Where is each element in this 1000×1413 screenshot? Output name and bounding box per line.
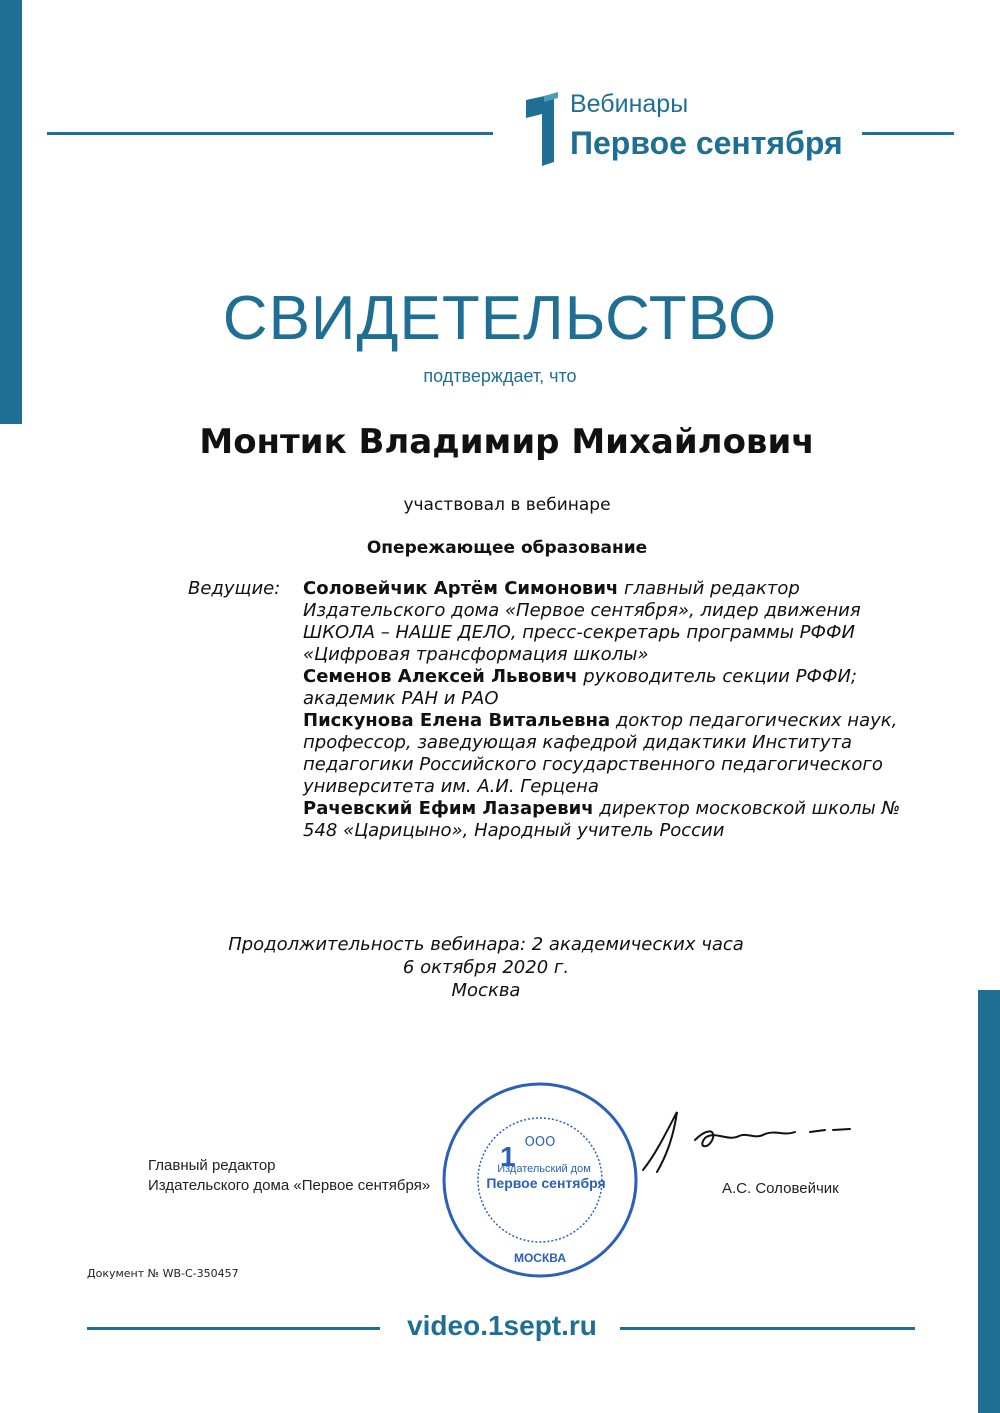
webinars-logo [520,90,850,168]
signatory-title-line-1: Главный редактор [148,1157,276,1174]
duration-text: Продолжительность вебинара: 2 академических часа [228,934,744,955]
stamp-city: МОСКВА [513,1251,567,1265]
publisher-stamp [440,1080,640,1280]
host-item [303,666,903,710]
host-name: Соловейчик Артём Симонович [303,578,619,599]
date-text: 6 октября 2020 г. [402,957,570,978]
site-link[interactable]: video.1sept.ru [407,1310,597,1341]
hosts-label: Ведущие: [188,578,281,599]
stamp-line-2: Первое сентября [486,1175,606,1191]
header-divider-left [47,132,493,135]
host-name: Семенов Алексей Львович [303,666,578,687]
webinar-details [0,933,972,1002]
document-number: Документ № WB-C-350457 [87,1267,239,1280]
signatory-title [148,1156,430,1196]
hosts-list [303,578,903,842]
stamp-line-1: Издательский дом [497,1163,591,1175]
recipient-name: Монтик Владимир Михайлович [199,422,815,462]
logo-line-1: Вебинары [570,90,689,118]
participation-text: участвовал в вебинаре [403,495,611,515]
stamp-ooo: ООО [524,1135,556,1150]
left-accent-bar [0,0,22,424]
webinar-topic: Опережающее образование [366,538,648,558]
right-accent-bar [978,990,1000,1413]
signature-image [635,1100,865,1190]
logo-one-icon [520,90,566,168]
host-name: Рачевский Ефим Лазаревич [303,798,594,819]
certificate-subtitle: подтверждает, что [423,366,577,386]
host-description: директор московской школы № 548 «Царицыно», Народный учитель России [303,798,901,841]
host-item [303,578,903,666]
signatory-name: А.С. Соловейчик [722,1180,839,1197]
host-description: руководитель секции РФФИ; академик РАН и РАО [303,666,857,709]
host-item [303,710,903,798]
certificate-title: СВИДЕТЕЛЬСТВО [222,284,778,353]
logo-line-2: Первое сентября [570,125,843,161]
header-divider-right [862,132,954,135]
signatory-title-line-2: Издательского дома «Первое сентября» [148,1177,431,1194]
host-description: главный редактор Издательского дома «Первое сентября», лидер движения ШКОЛА – НАШЕ ДЕЛО, пресс-секретарь программы РФФИ «Цифровая трансформация школы» [303,578,861,665]
stamp-one-icon: 1 [500,1141,516,1172]
host-name: Пискунова Елена Витальевна [303,710,611,731]
host-item [303,798,903,842]
host-description: доктор педагогических наук, профессор, заведующая кафедрой дидактики Института педагогики Российского государственного педагогического университета им. А.И. Герцена [303,710,898,797]
city-text: Москва [451,980,521,1001]
